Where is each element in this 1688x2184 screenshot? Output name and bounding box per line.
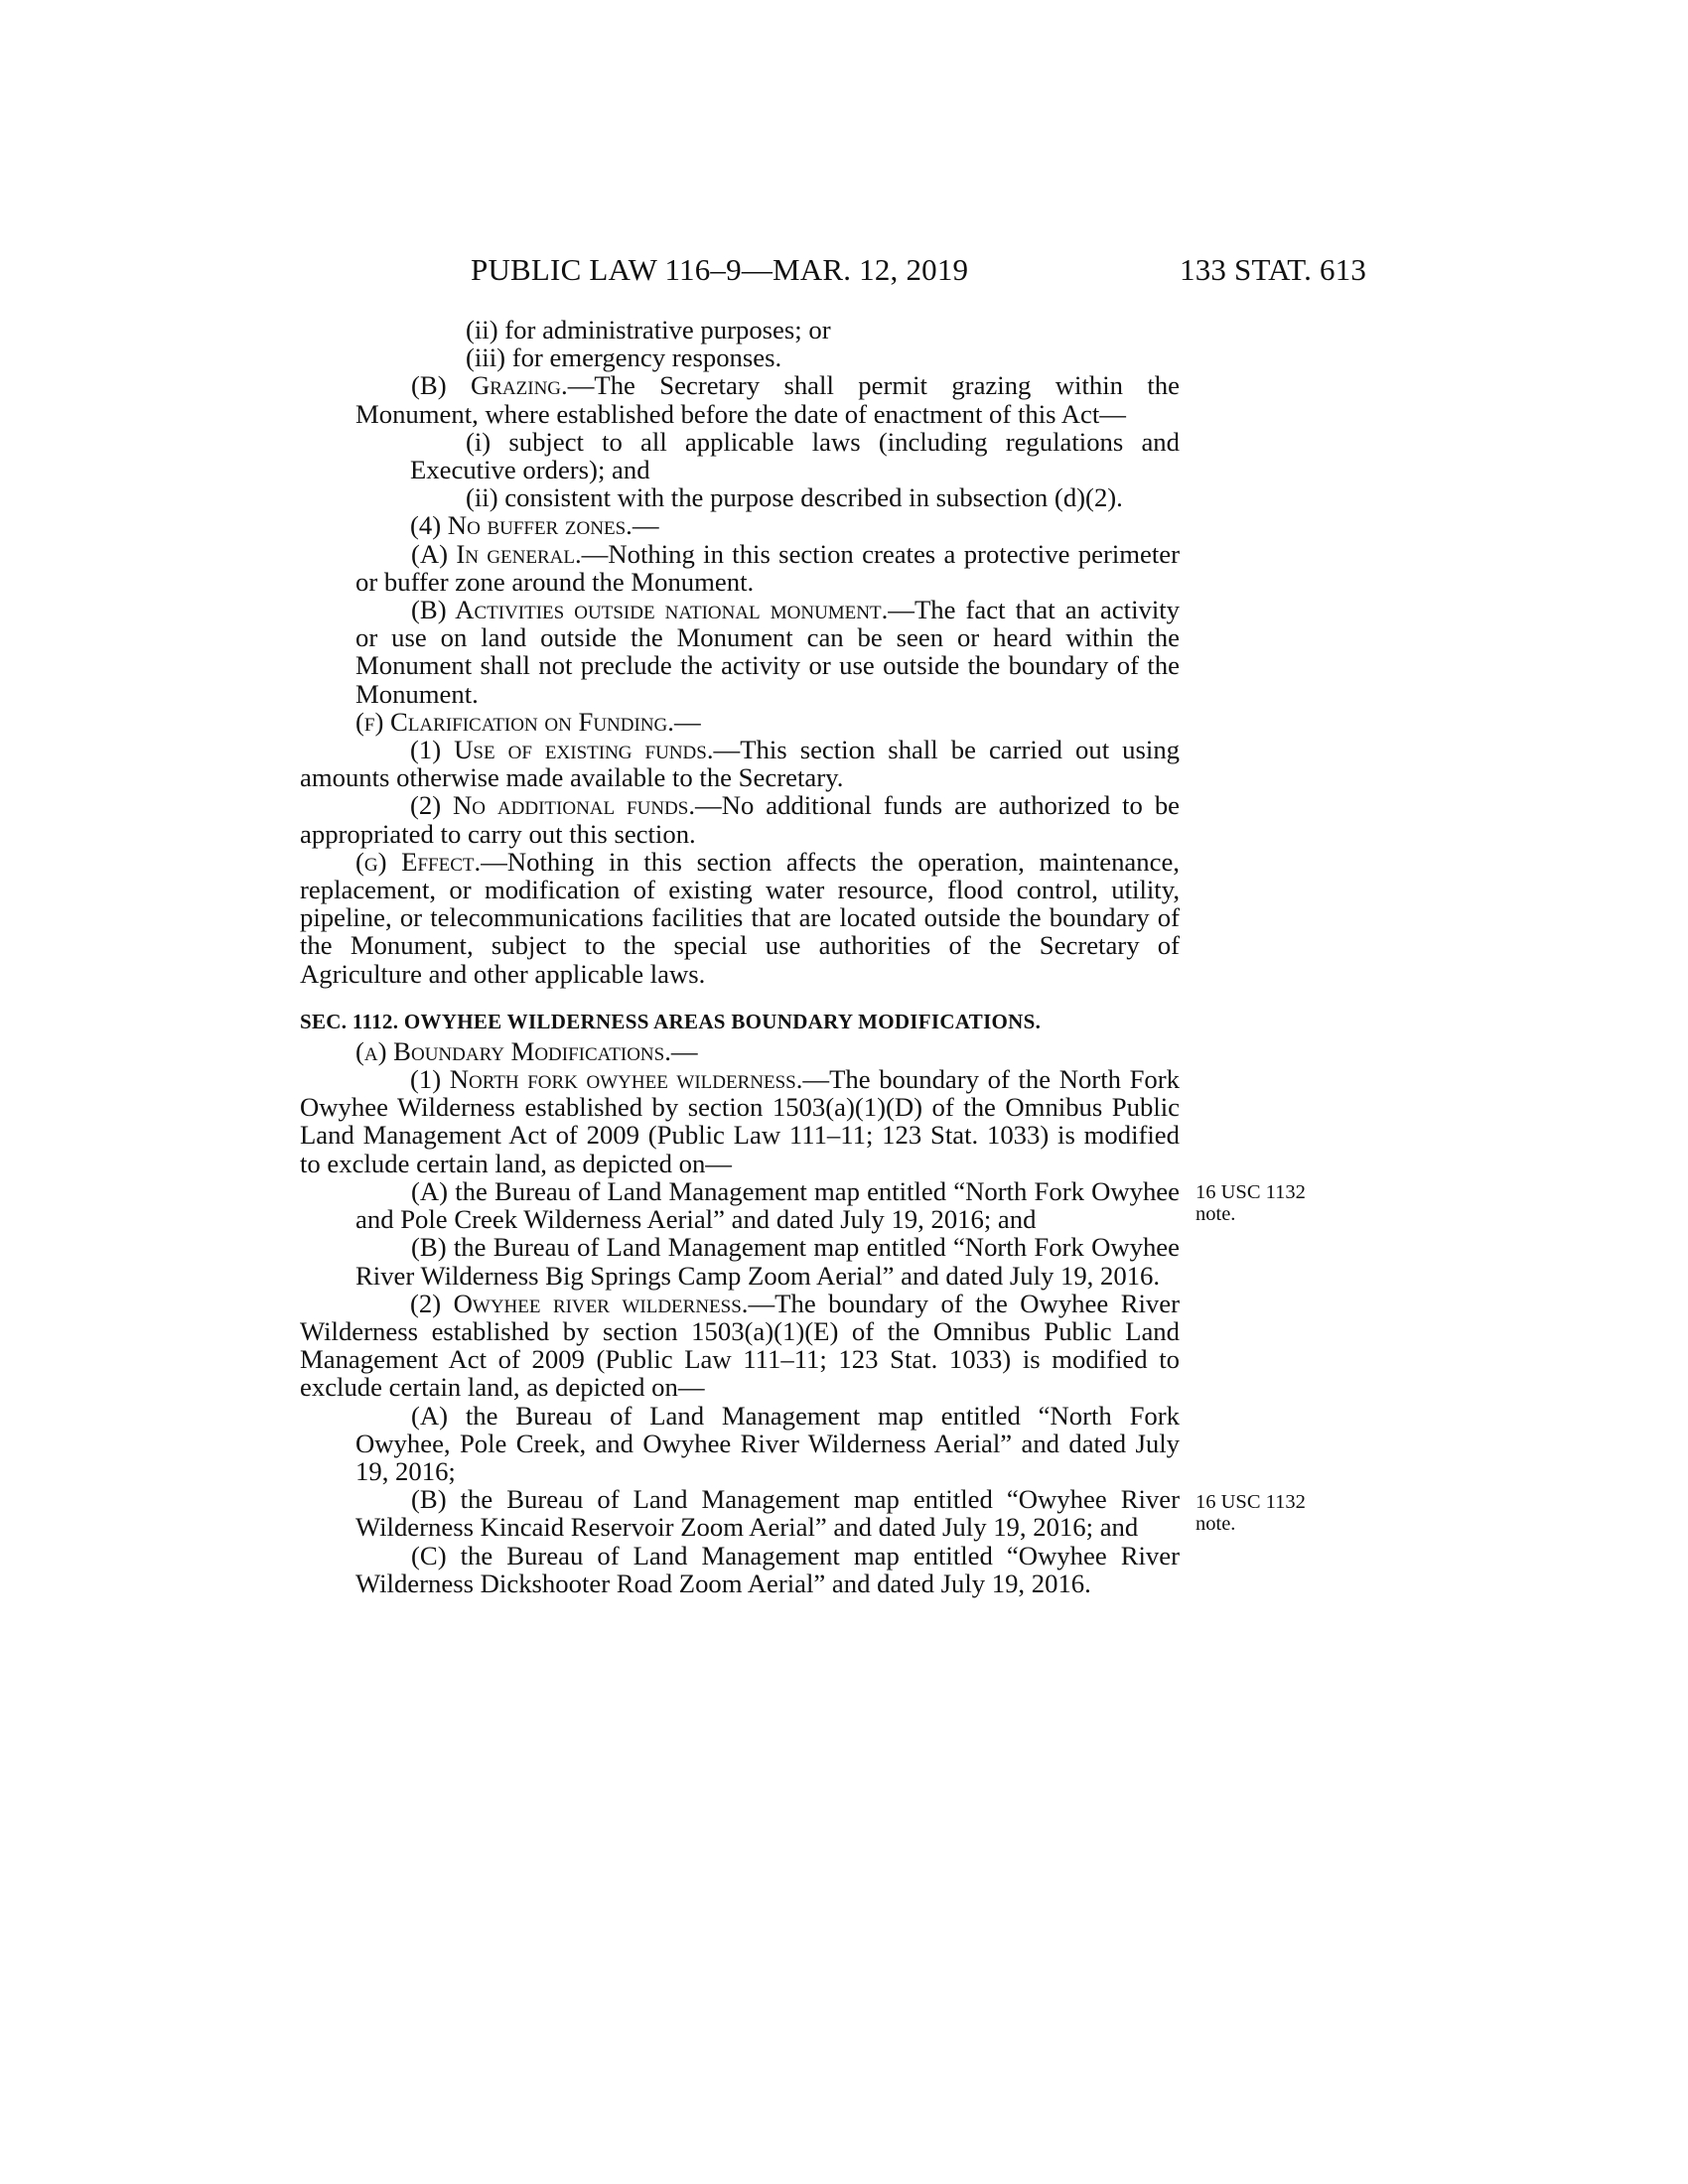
clause-i-laws: (i) subject to all applicable laws (including regulations and Executive orders); and bbox=[410, 426, 1180, 485]
margin-note-usc-1: 16 USC 1132 note. bbox=[1196, 1181, 1306, 1225]
para-1-existing-funds: (1) Use of existing funds.—This section shall be carried out using amounts otherwise made available to the Secretary. bbox=[300, 735, 1181, 793]
subpara-b-grazing: (B) Grazing.—The Secretary shall permit grazing within the Monument, where established before the date of enactment of this Act— bbox=[355, 370, 1180, 429]
subsection-a-boundary: (a) Boundary Modifications.— bbox=[355, 1035, 698, 1066]
para-2-no-additional-funds: (2) No additional funds.—No additional funds are authorized to be appropriated to carry out this section. bbox=[300, 790, 1181, 849]
para-1-north-fork: (1) North fork owyhee wilderness.—The boundary of the North Fork Owyhee Wilderness established by section 1503(a)(1)(D) of the Omnibus Public Land Management Act of 2009 (Public Law 111–11; 123 Stat. 1033) is modified to exclude certain land, as depicted on— bbox=[300, 1064, 1180, 1178]
running-header-title: PUBLIC LAW 116–9—MAR. 12, 2019 bbox=[471, 252, 969, 287]
page-number: 133 STAT. 613 bbox=[1180, 252, 1367, 287]
clause-ii-admin: (ii) for administrative purposes; or bbox=[466, 315, 831, 344]
para-4-no-buffer-zones: (4) No buffer zones.— bbox=[410, 510, 659, 541]
map-item-a1: (A) the Bureau of Land Management map entitled “North Fork Owyhee and Pole Creek Wilderness Aerial” and dated July 19, 2016; and bbox=[355, 1175, 1180, 1235]
para-2-owyhee-river: (2) Owyhee river wilderness.—The boundary of the Owyhee River Wilderness established by section 1503(a)(1)(E) of the Omnibus Public Land Management Act of 2009 (Public Law 111–11; 123 Stat. 1033) is modified to exclude certain land, as depicted on— bbox=[300, 1288, 1180, 1403]
section-heading: SEC. 1112. OWYHEE WILDERNESS AREAS BOUNDARY MODIFICATIONS. bbox=[300, 1009, 1042, 1033]
margin-note-usc-2: 16 USC 1132 note. bbox=[1196, 1491, 1306, 1535]
clause-iii-emergency: (iii) for emergency responses. bbox=[466, 342, 782, 373]
page-body bbox=[300, 316, 1180, 1597]
subpara-a-in-general: (A) In general.—Nothing in this section creates a protective perimeter or buffer zone around the Monument. bbox=[355, 538, 1180, 597]
subpara-b-activities: (B) Activities outside national monument.—The fact that an activity or use on land outside the Monument can be seen or heard within the Monument shall not preclude the activity or use outside the boundary of the Monument. bbox=[355, 595, 1180, 709]
subsection-f-funding: (f) Clarification on Funding.— bbox=[355, 706, 701, 737]
map-item-b1: (B) the Bureau of Land Management map entitled “North Fork Owyhee River Wilderness Big Springs Camp Zoom Aerial” and dated July 19, 2016. bbox=[355, 1232, 1180, 1291]
map-item-a2: (A) the Bureau of Land Management map entitled “North Fork Owyhee, Pole Creek, and Owyhee River Wilderness Aerial” and dated July 19, 2016; bbox=[355, 1400, 1180, 1486]
subsection-g-effect: (g) Effect.—Nothing in this section affects the operation, maintenance, replacement, or modification of existing water resource, flood control, utility, pipeline, or telecommunications facilities that are located outside the boundary of the Monument, subject to the special use authorities of the Secretary of Agriculture and other applicable laws. bbox=[300, 846, 1180, 989]
map-item-c2: (C) the Bureau of Land Management map entitled “Owyhee River Wilderness Dickshooter Road Zoom Aerial” and dated July 19, 2016. bbox=[355, 1540, 1180, 1598]
clause-ii-purpose: (ii) consistent with the purpose described in subsection (d)(2). bbox=[466, 482, 1123, 513]
map-item-b2: (B) the Bureau of Land Management map entitled “Owyhee River Wilderness Kincaid Reservoir Zoom Aerial” and dated July 19, 2016; and bbox=[355, 1484, 1180, 1543]
